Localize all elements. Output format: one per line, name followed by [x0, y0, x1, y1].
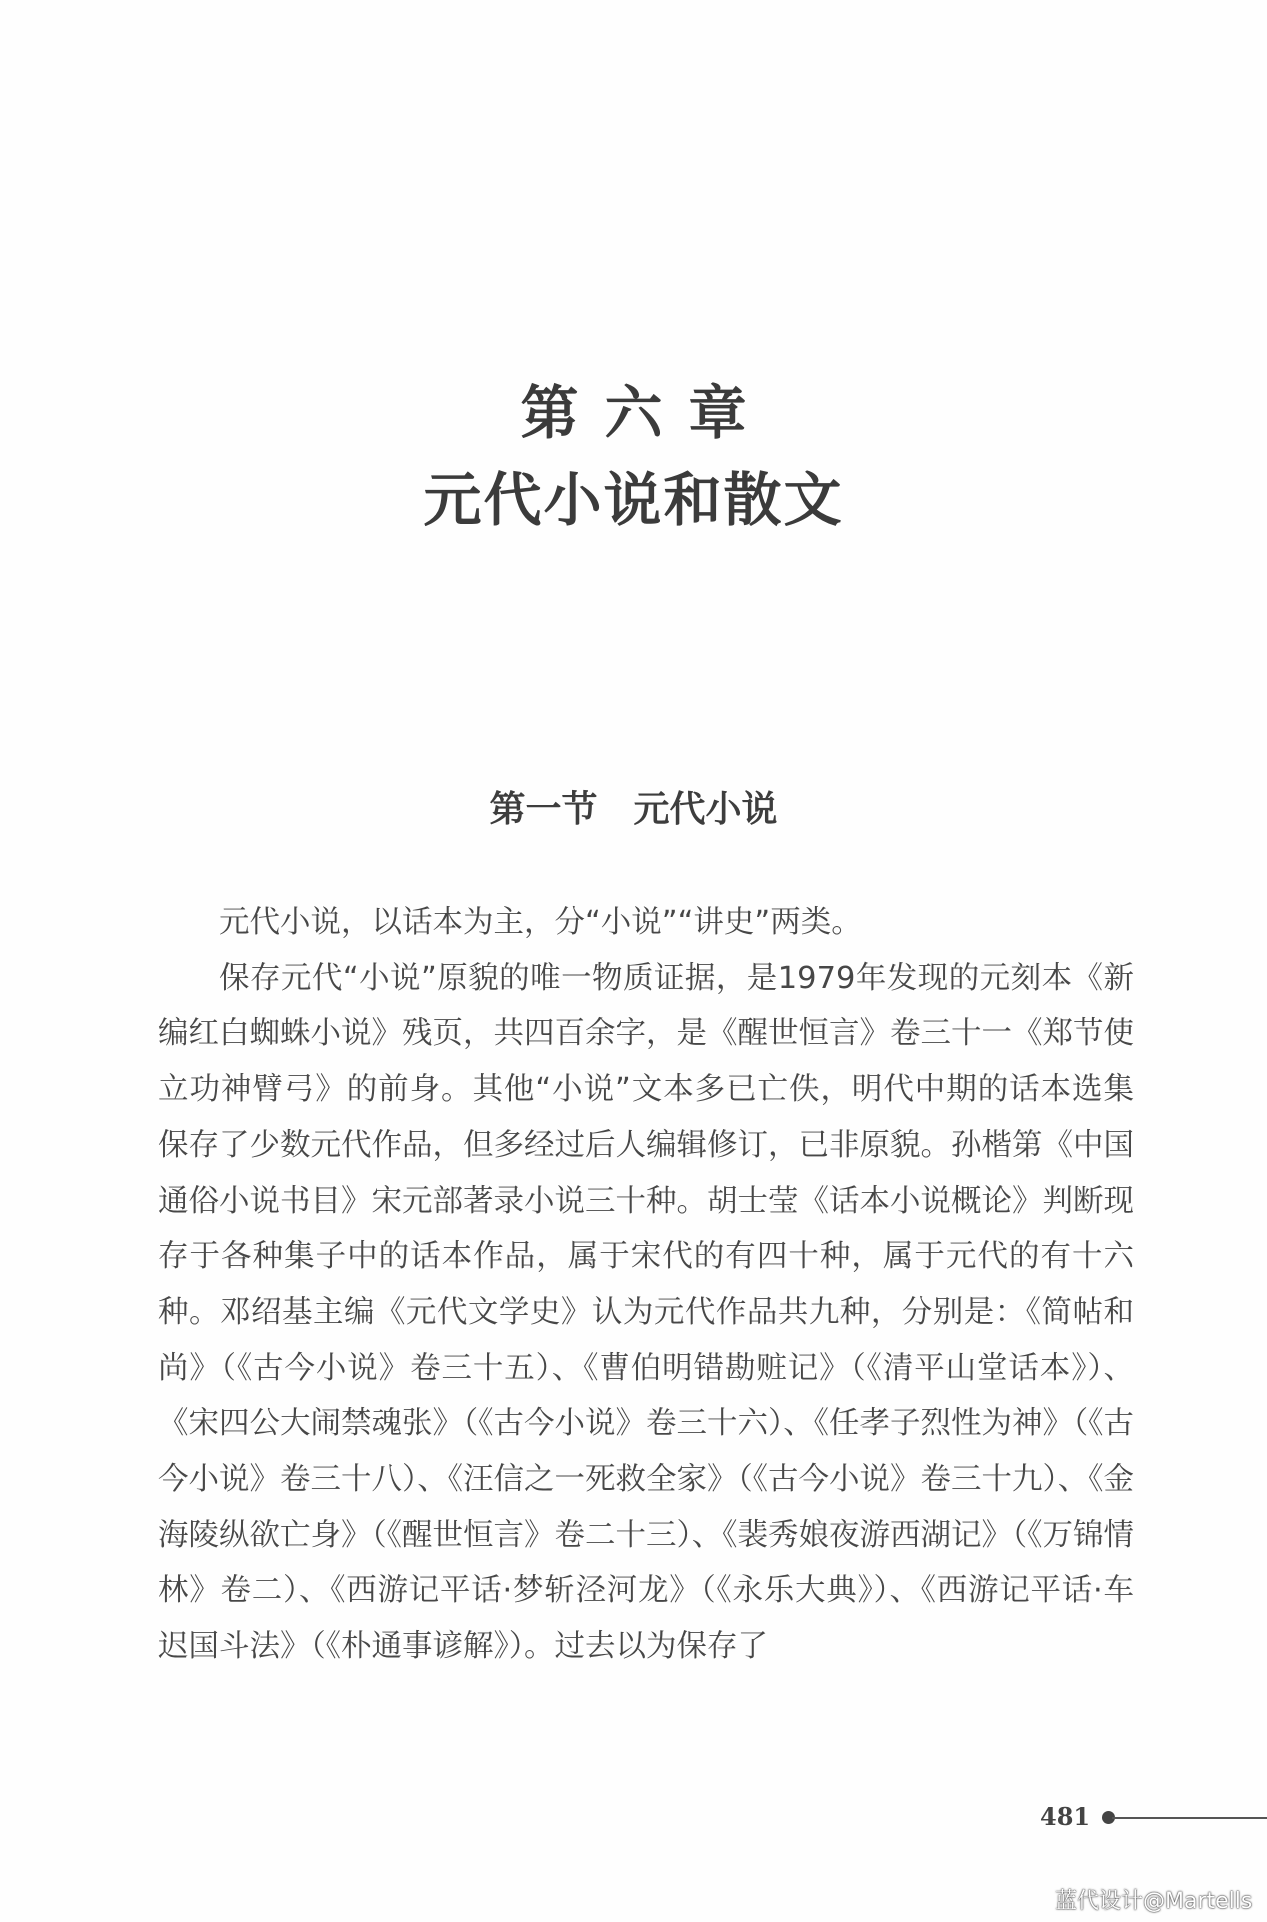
page-number: 481: [1040, 1802, 1091, 1831]
paragraph: 元代小说，以话本为主，分“小说”“讲史”两类。: [219, 905, 862, 940]
chapter-title: 元代小说和散文: [423, 466, 844, 534]
body-text: [158, 895, 1134, 1675]
watermark: 蓝代设计@Martells: [1055, 1889, 1253, 1914]
section-title: 第一节 元代小说: [489, 789, 778, 830]
footer-rule: [1112, 1817, 1267, 1819]
chapter-number: 第六章: [520, 379, 773, 447]
page-footer: [1040, 1802, 1267, 1832]
paragraph: 保存元代“小说”原貌的唯一物质证据，是1979年发现的元刻本《新编红白蜘蛛小说》残页，共四百余字，是《醒世恒言》卷三十一《郑节使立功神臂弓》的前身。其他“小说”文本多已亡佚，明代中期的话本选集保存了少数元代作品，但多经过后人编辑修订，已非原貌。孙楷第《中国通俗小说书目》宋元部著录小说三十种。胡士莹《话本小说概论》判断现存于各种集子中的话本作品，属于宋代的有四十种，属于元代的有十六种。邓绍基主编《元代文学史》认为元代作品共九种，分别是：《简帖和尚》（《古今小说》卷三十五）、《曹伯明错勘赃记》（《清平山堂话本》）、《宋四公大闹禁魂张》（《古今小说》卷三十六）、《任孝子烈性为神》（《古今小说》卷三十八）、《汪信之一死救全家》（《古今小说》卷三十九）、《金海陵纵欲亡身》（《醒世恒言》卷二十三）、《裴秀娘夜游西湖记》（《万锦情林》卷二）、《西游记平话·梦斩泾河龙》（《永乐大典》）、《西游记平话·车迟国斗法》（《朴通事谚解》）。过去以为保存了: [158, 960, 1134, 1665]
